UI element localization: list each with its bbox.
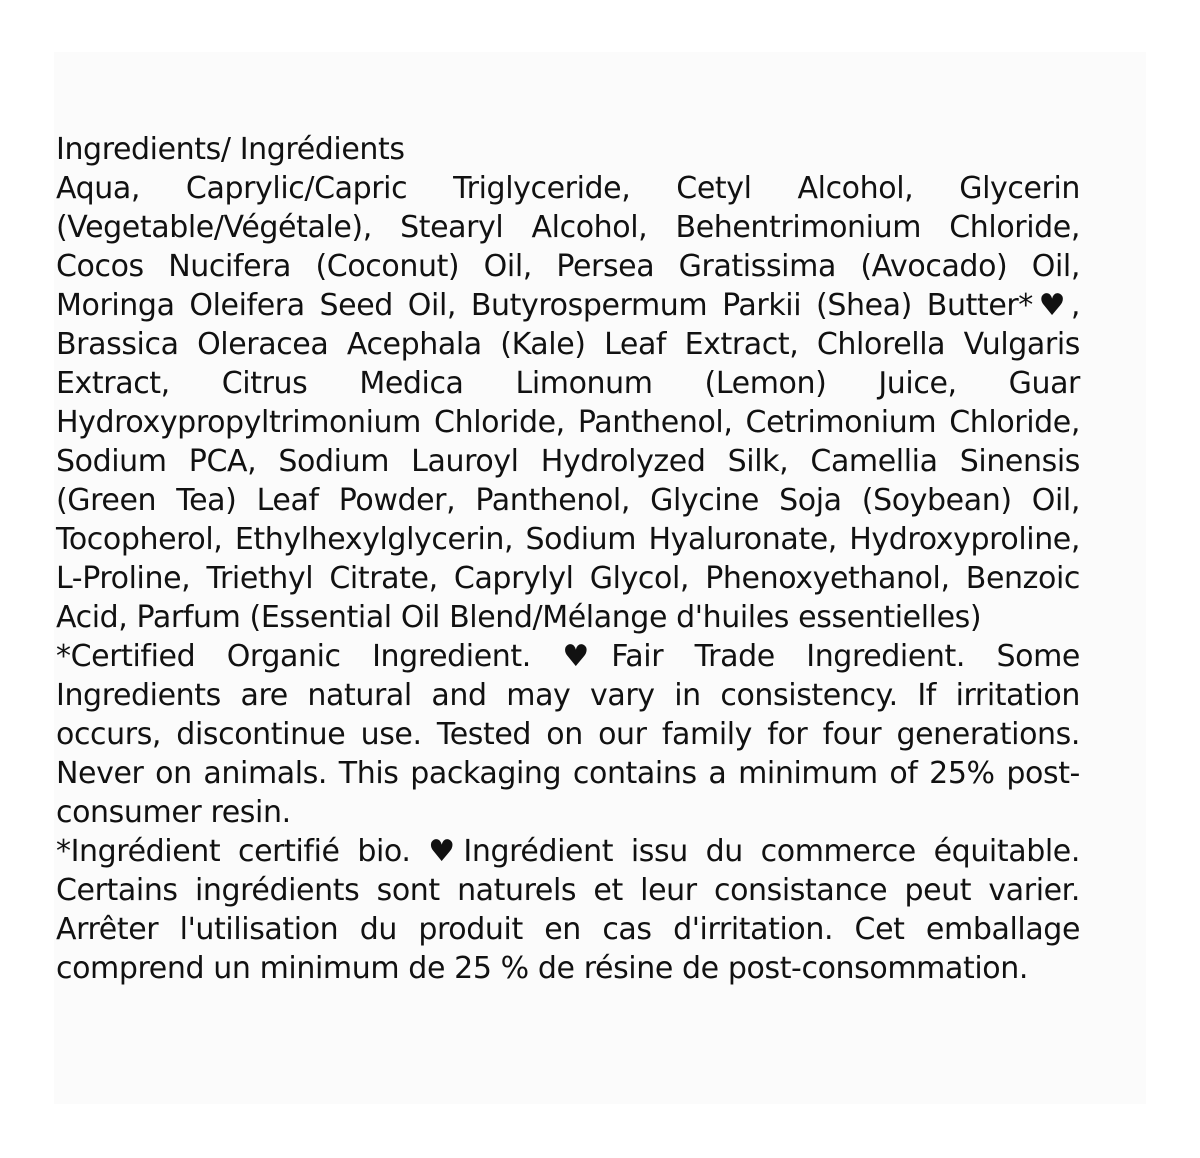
ingredients-heading: Ingredients/ Ingrédients <box>56 132 405 167</box>
english-notice: *Certified Organic Ingredient. ♥Fair Trade Ingredient. Some Ingredients are natural and may vary in consistency. If irritation occurs, discontinue use. Tested on our family for four generations. Never on animals. This packaging contains a minimum of 25% post-consumer resin. <box>56 639 1080 830</box>
ingredient-label <box>56 130 1080 988</box>
french-notice: *Ingrédient certifié bio. ♥Ingrédient issu du commerce équitable. Certains ingrédients sont naturels et leur consistance peut varier. Arrêter l'utilisation du produit en cas d'irritation. Cet emballage comprend un minimum de 25 % de résine de post-consommation. <box>56 834 1080 986</box>
ingredients-list: Aqua, Caprylic/Capric Triglyceride, Cetyl Alcohol, Glycerin (Vegetable/Végétale), Stearyl Alcohol, Behentrimonium Chloride, Cocos Nucifera (Coconut) Oil, Persea Gratissima (Avocado) Oil, Moringa Oleifera Seed Oil, Butyrospermum Parkii (Shea) Butter*♥, Brassica Oleracea Acephala (Kale) Leaf Extract, Chlorella Vulgaris Extract, Citrus Medica Limonum (Lemon) Juice, Guar Hydroxypropyltrimonium Chloride, Panthenol, Cetrimonium Chloride, Sodium PCA, Sodium Lauroyl Hydrolyzed Silk, Camellia Sinensis (Green Tea) Leaf Powder, Panthenol, Glycine Soja (Soybean) Oil, Tocopherol, Ethylhexylglycerin, Sodium Hyaluronate, Hydroxyproline, L-Proline, Triethyl Citrate, Caprylyl Glycol, Phenoxyethanol, Benzoic Acid, Parfum (Essential Oil Blend/Mélange d'huiles essentielles) <box>56 171 1080 635</box>
